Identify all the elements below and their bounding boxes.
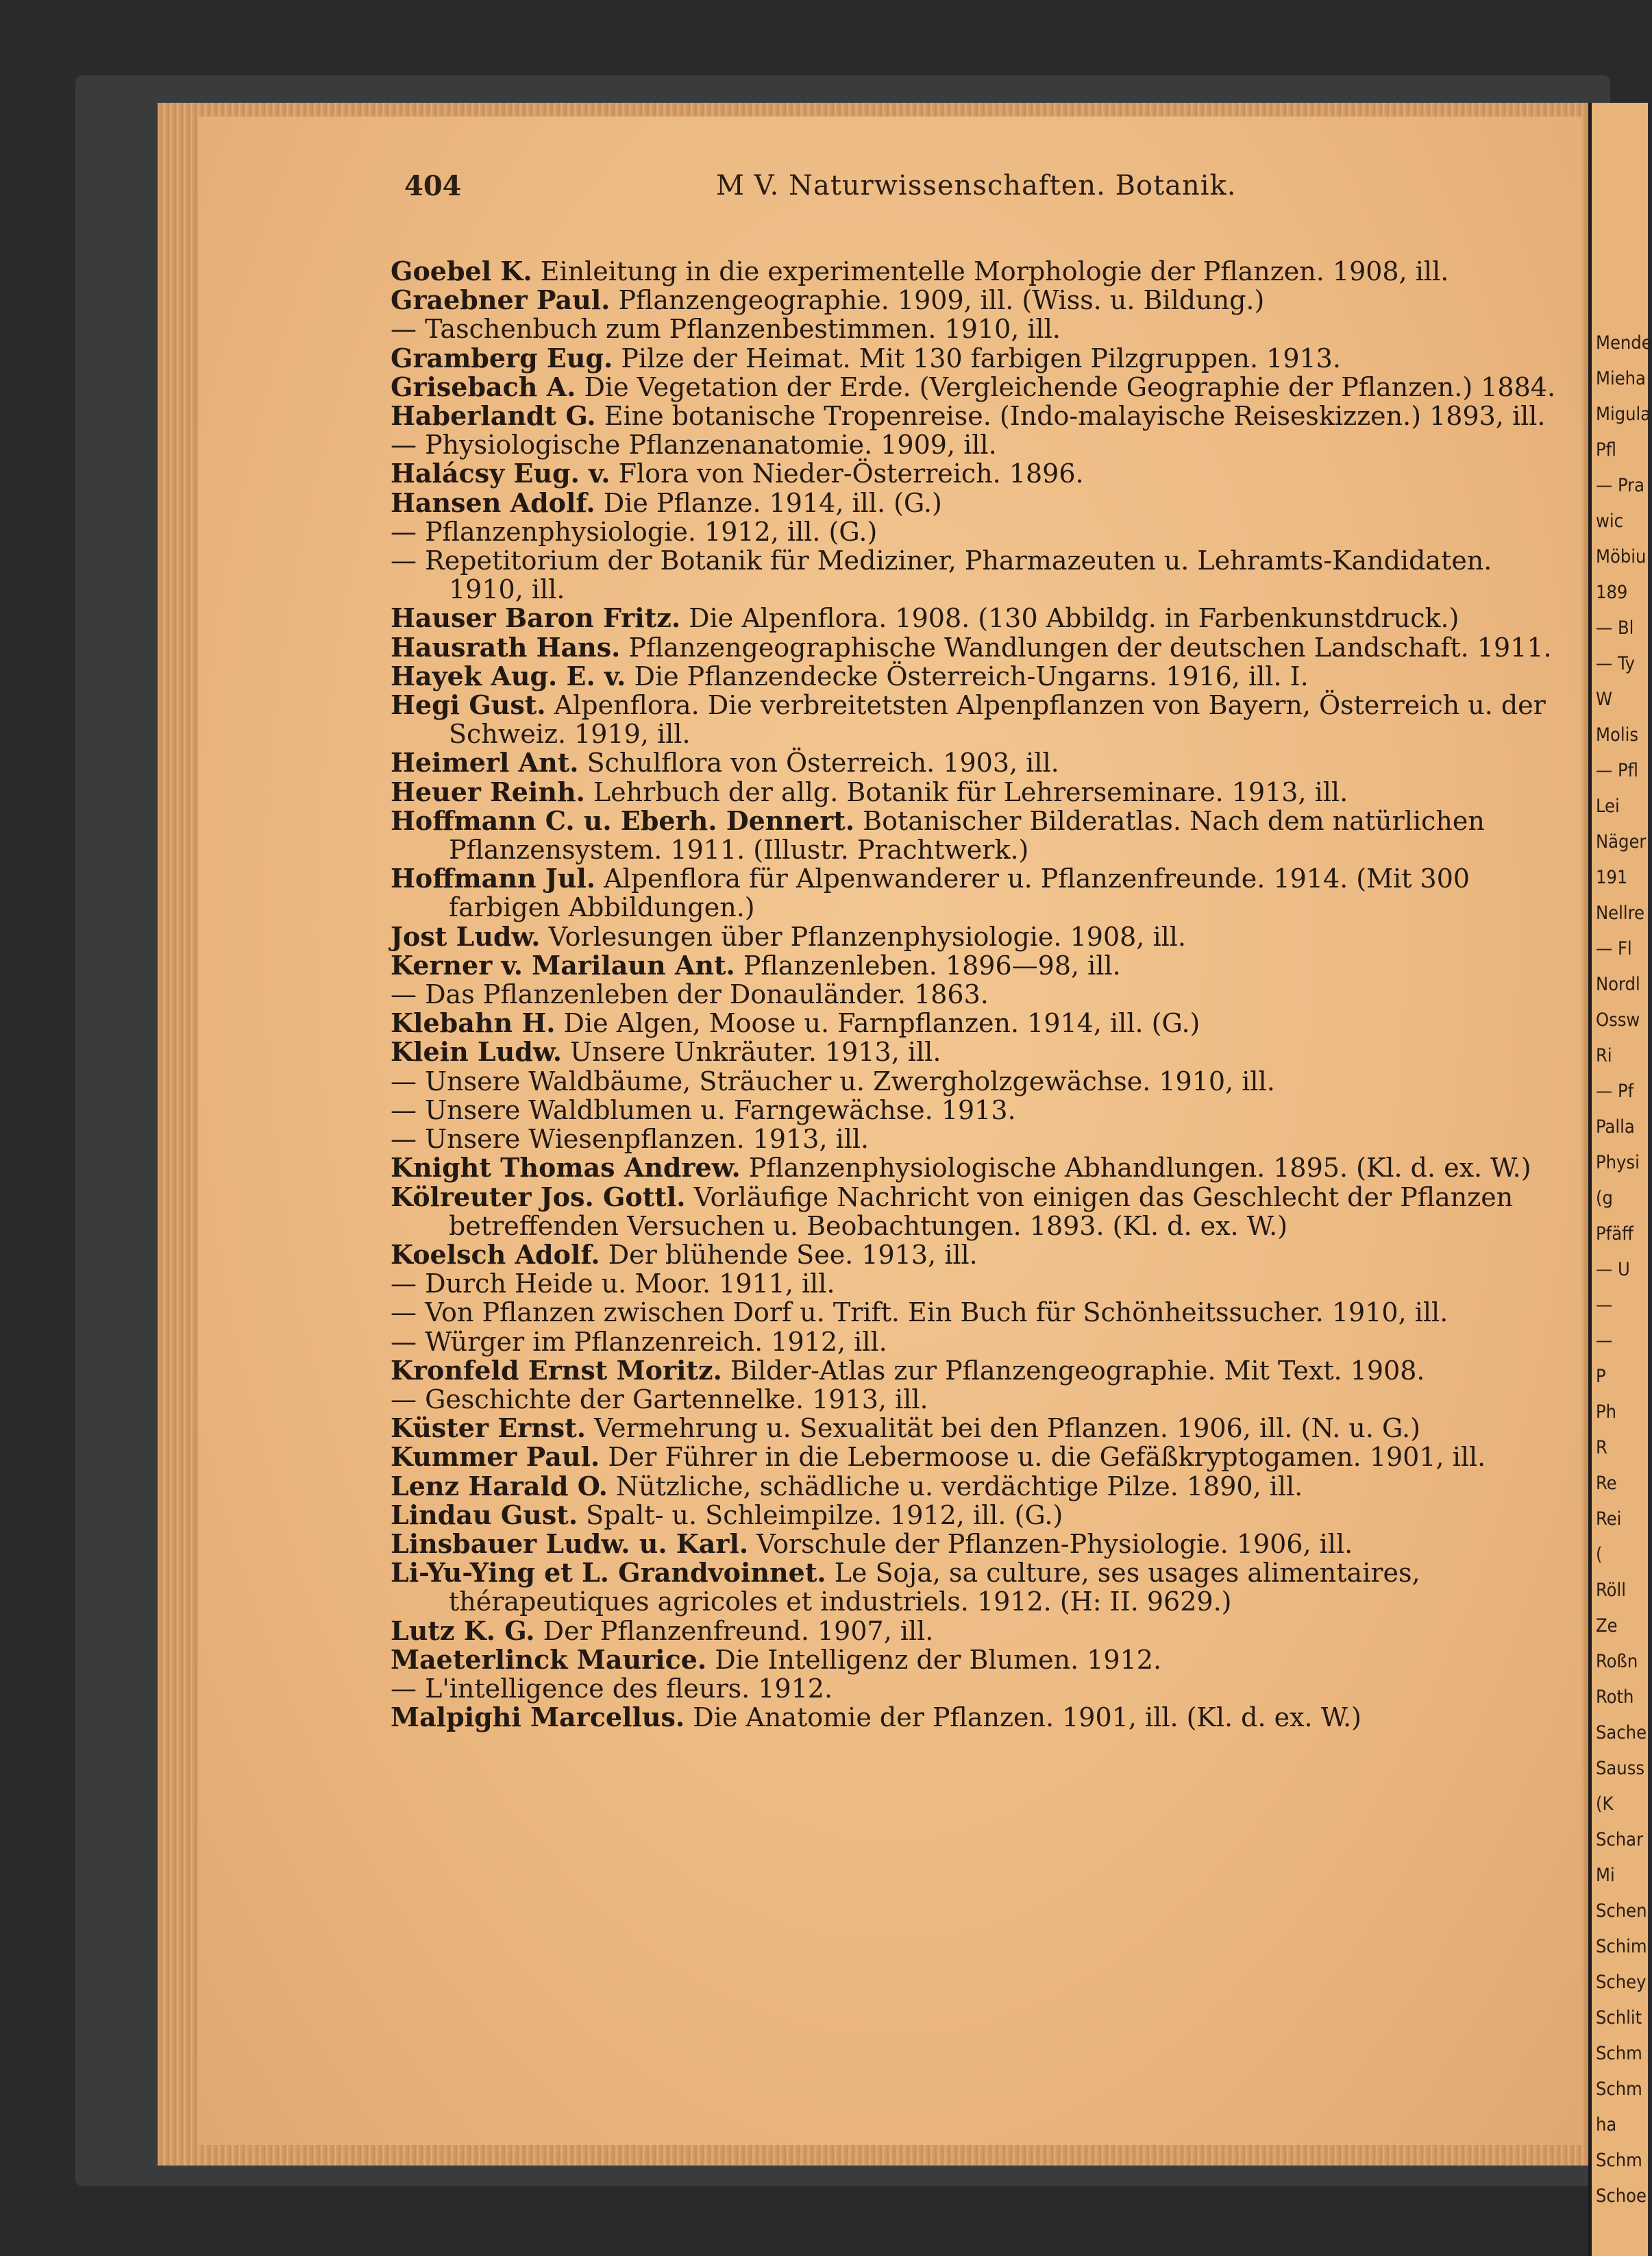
entry-author: Kronfeld Ernst Moritz.: [391, 1354, 722, 1386]
bibliography-entry: [391, 402, 1569, 430]
next-page-fragment: Palla: [1596, 1116, 1635, 1138]
entry-author: Knight Thomas Andrew.: [391, 1152, 741, 1184]
entry-text: — L'intelligence des fleurs. 1912.: [391, 1673, 833, 1704]
next-page-fragment: Schim: [1596, 1936, 1647, 1957]
entry-text: — Repetitorium der Botanik für Mediziner, Pharmazeuten u. Lehramts-Kandidaten. 1910, ill.: [391, 545, 1492, 605]
entry-author: Hansen Adolf.: [391, 487, 595, 518]
bibliography-entry: [391, 807, 1569, 864]
bibliography-entry: [391, 1153, 1569, 1182]
next-page-fragment: Re: [1596, 1473, 1617, 1494]
bibliography-entry: [391, 1703, 1569, 1732]
next-page-fragment: Lei: [1596, 796, 1620, 817]
next-page-fragment: Schm: [1596, 2079, 1642, 2100]
bibliography-entry: [391, 951, 1569, 980]
bibliography-entry: [391, 691, 1569, 748]
entry-text: — Würger im Pflanzenreich. 1912, ill.: [391, 1326, 887, 1357]
entry-author: Grisebach A.: [391, 371, 576, 402]
entry-author: Hauser Baron Fritz.: [391, 602, 681, 634]
bibliography-entry: [391, 1125, 1569, 1153]
entry-text: — Unsere Waldblumen u. Farngewächse. 1913.: [391, 1094, 1016, 1125]
bibliography-entry: [391, 1009, 1569, 1038]
next-page-fragment: Ri: [1596, 1045, 1612, 1066]
bibliography-entry: [391, 1530, 1569, 1558]
bibliography-entry: [391, 748, 1569, 777]
entry-text: — Das Pflanzenleben der Donauländer. 1863.: [391, 979, 989, 1010]
bibliography-entry: [391, 1356, 1569, 1385]
entry-text: Flora von Nieder-Österreich. 1896.: [610, 458, 1084, 489]
entry-author: Graebner Paul.: [391, 284, 611, 316]
entry-text: Alpenflora. Die verbreitetsten Alpenpflanzen von Bayern, Österreich u. der Schweiz. 1919, ill.: [449, 690, 1546, 750]
next-page-fragment: wic: [1596, 511, 1623, 532]
next-page-fragment: Nellre: [1596, 903, 1644, 924]
entry-text: Einleitung in die experimentelle Morphologie der Pflanzen. 1908, ill.: [532, 256, 1449, 286]
next-page-fragment: Schoe: [1596, 2185, 1647, 2207]
entry-text: — Geschichte der Gartennelke. 1913, ill.: [391, 1384, 928, 1414]
entry-text: Pflanzenleben. 1896—98, ill.: [735, 950, 1121, 981]
next-page-fragment: Pfäff: [1596, 1223, 1633, 1245]
entry-text: Lehrbuch der allg. Botanik für Lehrerseminare. 1913, ill.: [584, 776, 1348, 807]
next-page-fragment: Molis: [1596, 724, 1638, 746]
next-page-fragment: — U: [1596, 1259, 1630, 1280]
next-page-fragment: — Pra: [1596, 475, 1645, 496]
next-page-fragment: Sauss: [1596, 1758, 1645, 1779]
entry-author: Kölreuter Jos. Gottl.: [391, 1181, 686, 1212]
entry-author: Hegi Gust.: [391, 689, 546, 721]
entry-author: Linsbauer Ludw. u. Karl.: [391, 1528, 749, 1559]
entry-text: Der blühende See. 1913, ill.: [600, 1239, 978, 1270]
next-page-fragment: — Bl: [1596, 617, 1634, 639]
entry-author: Goebel K.: [391, 256, 532, 286]
bibliography-entry: [391, 257, 1569, 286]
next-page-fragment: Roßn: [1596, 1651, 1638, 1672]
bibliography-entry: [391, 1674, 1569, 1703]
entry-text: — Durch Heide u. Moor. 1911, ill.: [391, 1268, 835, 1299]
entry-text: Vermehrung u. Sexualität bei den Pflanzen. 1906, ill. (N. u. G.): [585, 1413, 1420, 1444]
entry-text: Alpenflora für Alpenwanderer u. Pflanzenfreunde. 1914. (Mit 300 farbigen Abbildungen.): [449, 863, 1470, 923]
entry-text: Der Pflanzenfreund. 1907, ill.: [534, 1615, 934, 1646]
next-page-fragment: Möbiu: [1596, 546, 1647, 567]
entry-text: — Taschenbuch zum Pflanzenbestimmen. 1910, ill.: [391, 314, 1061, 345]
entry-text: Die Pflanzendecke Österreich-Ungarns. 1916, ill. I.: [626, 661, 1309, 691]
next-page-fragment: (: [1596, 1544, 1603, 1565]
bibliography-entry: [391, 604, 1569, 633]
entry-text: Die Pflanze. 1914, ill. (G.): [595, 487, 942, 518]
bibliography-entry: [391, 633, 1569, 662]
next-page-fragment: Schey: [1596, 1972, 1647, 1993]
next-page-fragment: Schlit: [1596, 2007, 1642, 2028]
bibliography-entry: [391, 286, 1569, 315]
entry-author: Hoffmann C. u. Eberh. Dennert.: [391, 805, 855, 836]
entry-text: — Pflanzenphysiologie. 1912, ill. (G.): [391, 516, 878, 547]
next-page-fragment: Mieha: [1596, 368, 1646, 389]
next-page-fragment: W: [1596, 689, 1613, 710]
entry-text: — Unsere Waldbäume, Sträucher u. Zwergholzgewächse. 1910, ill.: [391, 1066, 1275, 1096]
bibliography-entry: [391, 1414, 1569, 1443]
entry-text: Die Algen, Moose u. Farnpflanzen. 1914, ill. (G.): [555, 1008, 1200, 1039]
bibliography-entry: [391, 778, 1569, 807]
bibliography-entry: [391, 1240, 1569, 1269]
next-page-fragment: Röll: [1596, 1580, 1627, 1601]
entry-text: Spalt- u. Schleimpilze. 1912, ill. (G.): [578, 1499, 1063, 1530]
bibliography-entry: [391, 1269, 1569, 1298]
entry-text: Pilze der Heimat. Mit 130 farbigen Pilzgruppen. 1913.: [613, 343, 1341, 373]
entry-text: Botanischer Bilderatlas. Nach dem natürlichen Pflanzensystem. 1911. (Illustr. Prachtwerk.): [449, 805, 1485, 866]
entry-text: Der Führer in die Lebermoose u. die Gefäßkryptogamen. 1901, ill.: [600, 1442, 1486, 1473]
entry-text: Die Intelligenz der Blumen. 1912.: [706, 1644, 1162, 1675]
bibliography-entry: [391, 662, 1569, 691]
entry-text: Die Vegetation der Erde. (Vergleichende Geographie der Pflanzen.) 1884.: [576, 371, 1556, 402]
next-page-fragment: Ze: [1596, 1615, 1618, 1636]
next-page-fragment: 189: [1596, 582, 1628, 603]
bibliography-entry: [391, 517, 1569, 546]
next-page-strip: [1588, 103, 1652, 2256]
next-page-fragment: R: [1596, 1437, 1607, 1458]
next-page-fragment: Schar: [1596, 1829, 1644, 1850]
bibliography-entry: [391, 1385, 1569, 1414]
bibliography-entry: [391, 489, 1569, 517]
next-page-fragment: Ossw: [1596, 1009, 1640, 1031]
next-page-fragment: (g: [1596, 1188, 1613, 1209]
bibliography-entry: [391, 373, 1569, 402]
entry-text: Pflanzengeographische Wandlungen der deutschen Landschaft. 1911.: [620, 632, 1552, 663]
bibliography-entry: [391, 1067, 1569, 1096]
bibliography-list: [391, 257, 1569, 1732]
next-page-fragment: —: [1596, 1330, 1613, 1351]
bibliography-entry: [391, 922, 1569, 951]
next-page-fragment: — Fl: [1596, 938, 1632, 959]
entry-author: Heimerl Ant.: [391, 747, 579, 778]
next-page-fragment: Nordl: [1596, 974, 1640, 995]
next-page-fragment: P: [1596, 1366, 1606, 1387]
next-page-fragment: — Pf: [1596, 1081, 1634, 1102]
bibliography-entry: [391, 344, 1569, 373]
next-page-fragment: Sache: [1596, 1722, 1647, 1743]
next-page-fragment: Näger: [1596, 831, 1647, 853]
entry-author: Halácsy Eug. v.: [391, 458, 611, 489]
entry-text: Vorlesungen über Pflanzenphysiologie. 1908, ill.: [540, 921, 1186, 952]
entry-author: Lindau Gust.: [391, 1499, 578, 1530]
entry-author: Küster Ernst.: [391, 1412, 586, 1444]
entry-author: Hayek Aug. E. v.: [391, 660, 626, 691]
bibliography-entry: [391, 1443, 1569, 1471]
next-page-fragment: Ph: [1596, 1401, 1617, 1423]
next-page-fragment: Physi: [1596, 1152, 1640, 1173]
bibliography-entry: [391, 1617, 1569, 1645]
running-head: M V. Naturwissenschaften. Botanik.: [716, 170, 1237, 201]
entry-author: Maeterlinck Maurice.: [391, 1643, 707, 1675]
entry-text: Vorläufige Nachricht von einigen das Geschlecht der Pflanzen betreffenden Versuchen u. Beobachtungen. 1893. (Kl. d. ex. W.): [449, 1181, 1514, 1241]
bibliography-entry: [391, 546, 1569, 604]
entry-author: Hausrath Hans.: [391, 631, 621, 663]
bibliography-entry: [391, 1298, 1569, 1327]
bibliography-entry: [391, 1038, 1569, 1066]
entry-text: Unsere Unkräuter. 1913, ill.: [561, 1037, 941, 1068]
entry-author: Lutz K. G.: [391, 1615, 535, 1646]
bibliography-entry: [391, 980, 1569, 1009]
entry-text: Pflanzengeographie. 1909, ill. (Wiss. u. Bildung.): [610, 285, 1265, 316]
next-page-fragment: Roth: [1596, 1687, 1634, 1708]
entry-author: Haberlandt G.: [391, 400, 596, 432]
next-page-fragment: — Pfl: [1596, 760, 1638, 781]
next-page-fragment: Schm: [1596, 2150, 1642, 2171]
entry-text: Bilder-Atlas zur Pflanzengeographie. Mit Text. 1908.: [722, 1355, 1425, 1386]
next-page-fragment: ha: [1596, 2114, 1617, 2135]
entry-author: Klebahn H.: [391, 1007, 556, 1039]
bibliography-entry: [391, 1645, 1569, 1674]
next-page-fragment: Mi: [1596, 1865, 1615, 1886]
entry-text: Eine botanische Tropenreise. (Indo-malayische Reiseskizzen.) 1893, ill.: [595, 401, 1546, 432]
entry-author: Gramberg Eug.: [391, 342, 613, 373]
entry-author: Kummer Paul.: [391, 1441, 600, 1473]
bibliography-entry: [391, 459, 1569, 488]
page-header: [404, 170, 1507, 211]
entry-author: Li-Yu-Ying et L. Grandvoinnet.: [391, 1557, 826, 1589]
bibliography-entry: [391, 1327, 1569, 1356]
entry-author: Heuer Reinh.: [391, 776, 585, 807]
entry-text: Vorschule der Pflanzen-Physiologie. 1906, ill.: [748, 1528, 1353, 1559]
entry-text: Die Anatomie der Pflanzen. 1901, ill. (Kl. d. ex. W.): [685, 1702, 1362, 1733]
entry-text: Pflanzenphysiologische Abhandlungen. 1895. (Kl. d. ex. W.): [740, 1153, 1531, 1184]
bibliography-entry: [391, 864, 1569, 922]
next-page-fragment: 191: [1596, 867, 1628, 888]
entry-text: Le Soja, sa culture, ses usages alimentaires, thérapeutiques agricoles et industriels. 1912. (H: II. 9629.): [449, 1558, 1420, 1617]
next-page-fragment: (K: [1596, 1793, 1614, 1815]
bibliography-entry: [391, 1096, 1569, 1125]
next-page-fragment: Rei: [1596, 1508, 1622, 1530]
bibliography-entry: [391, 1558, 1569, 1616]
entry-text: Schulflora von Österreich. 1903, ill.: [578, 748, 1059, 778]
entry-text: Nützliche, schädliche u. verdächtige Pilze. 1890, ill.: [607, 1471, 1303, 1501]
next-page-fragment: Pfl: [1596, 439, 1616, 461]
entry-author: Jost Ludw.: [391, 920, 541, 952]
bibliography-entry: [391, 430, 1569, 459]
bibliography-entry: [391, 1183, 1569, 1240]
entry-author: Malpighi Marcellus.: [391, 1702, 685, 1733]
entry-author: Koelsch Adolf.: [391, 1238, 600, 1270]
bibliography-entry: [391, 1501, 1569, 1530]
next-page-fragment: Schm: [1596, 2043, 1642, 2064]
next-page-fragment: Migula: [1596, 404, 1651, 425]
entry-author: Lenz Harald O.: [391, 1470, 608, 1501]
page-number: 404: [404, 170, 462, 202]
next-page-fragment: Mende: [1596, 332, 1652, 354]
entry-text: — Von Pflanzen zwischen Dorf u. Trift. Ein Buch für Schönheitssucher. 1910, ill.: [391, 1297, 1448, 1328]
entry-author: Kerner v. Marilaun Ant.: [391, 949, 735, 981]
next-page-fragment: —: [1596, 1295, 1613, 1316]
entry-text: — Unsere Wiesenpflanzen. 1913, ill.: [391, 1124, 870, 1155]
next-page-fragment: — Ty: [1596, 653, 1636, 674]
bibliography-entry: [391, 1472, 1569, 1501]
entry-author: Hoffmann Jul.: [391, 863, 596, 894]
next-page-fragment: Schen: [1596, 1900, 1647, 1922]
entry-author: Klein Ludw.: [391, 1036, 562, 1068]
entry-text: — Physiologische Pflanzenanatomie. 1909, ill.: [391, 430, 997, 461]
entry-text: Die Alpenflora. 1908. (130 Abbildg. in Farbenkunstdruck.): [680, 603, 1459, 634]
bibliography-entry: [391, 315, 1569, 343]
